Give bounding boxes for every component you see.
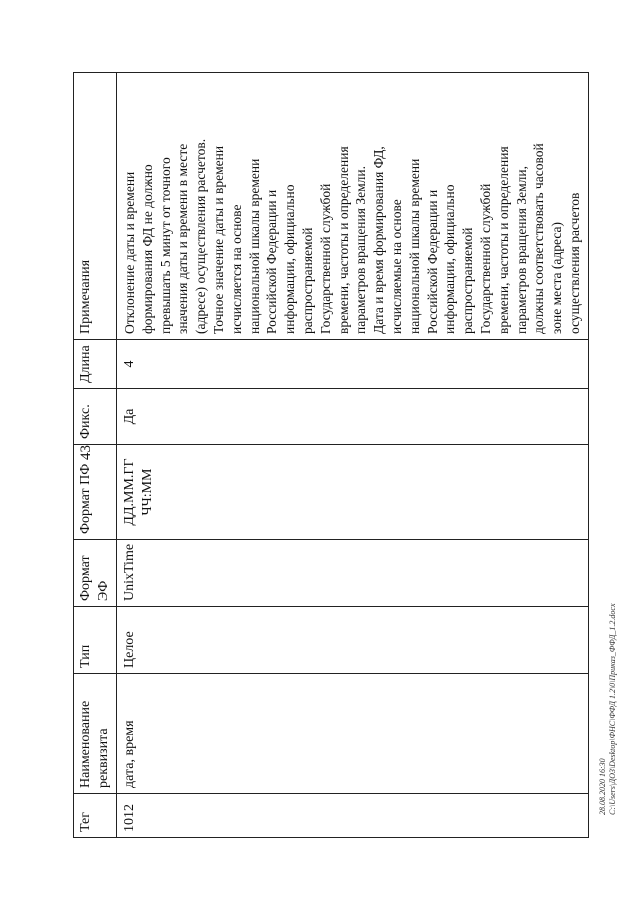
cell-name: дата, время [117, 674, 589, 794]
notes-line: времени, частоты и определения [335, 146, 351, 334]
notes-line: Дата и время формирования ФД, [371, 146, 387, 334]
notes-line: исчисляется на основе [228, 204, 244, 334]
notes-line: Отклонение даты и времени [122, 171, 137, 334]
cell-pf-format-line-1: ДД.ММ.ГГ [122, 458, 137, 526]
notes-line: Государственной службой [317, 183, 333, 334]
notes-line: Точное значение даты и времени [210, 145, 226, 334]
footer-timestamp: 28.08.2020 16:30 [598, 758, 607, 815]
header-pf-format: Формат ПФ [74, 445, 117, 540]
notes-line: должны соответствовать часовой [531, 143, 547, 334]
notes-line: зоне места (адреса) [549, 222, 565, 334]
notes-line: осуществления расчетов [566, 192, 582, 334]
notes-line: информации, официально [442, 184, 458, 334]
notes-line: распространяемой [460, 227, 476, 334]
header-name [74, 674, 117, 794]
header-ef-format [74, 540, 117, 607]
document-footer [598, 603, 618, 815]
footer-filepath: С:\Users\ДОЗ\Desktop\ФНС\ФФД 1.2\0\Приказ_ФФД_1.2.docx [608, 603, 617, 815]
cell-pf-format-line-2: ЧЧ:ММ [140, 468, 155, 516]
notes-line: параметров вращения Земли. [353, 166, 369, 334]
table-header-row [74, 73, 117, 838]
notes-line: формирования ФД не должно [139, 164, 155, 334]
cell-length: 4 [117, 340, 589, 389]
cell-pf-format [117, 445, 589, 540]
notes-line: (адресе) осуществления расчетов. [193, 138, 209, 334]
notes-line: информации, официально [282, 184, 298, 334]
notes-line: национальной шкалы времени [406, 158, 422, 334]
notes-line: превышать 5 минут от точного [157, 157, 173, 334]
header-notes: Примечания [74, 73, 117, 340]
header-name-line-2: реквизита [96, 728, 111, 788]
notes-line: национальной шкалы времени [246, 158, 262, 334]
notes-line: значения даты и времени в месте [175, 143, 191, 334]
notes-line: Российской Федерации и [264, 189, 280, 334]
cell-notes [117, 73, 589, 340]
header-tag: Тег [74, 794, 117, 838]
header-ef-format-line-1: Формат [78, 555, 93, 601]
header-type: Тип [74, 607, 117, 674]
header-fixed: Фикс. [74, 389, 117, 445]
notes-line: исчисляемые на основе [388, 199, 404, 334]
notes-line: Государственной службой [477, 183, 493, 334]
cell-ef-format: UnixTime [117, 540, 589, 607]
cell-type: Целое [117, 607, 589, 674]
cell-fixed: Да [117, 389, 589, 445]
header-ef-format-line-2: ЭФ [96, 580, 111, 601]
notes-line: распространяемой [299, 227, 315, 334]
page-number: 43 [78, 445, 94, 460]
table-row [117, 73, 589, 838]
notes-line: параметров вращения Земли, [513, 166, 529, 334]
header-name-line-1: Наименование [78, 700, 93, 788]
header-length: Длина [74, 340, 117, 389]
notes-line: времени, частоты и определения [495, 146, 511, 334]
notes-line: Российской Федерации и [424, 189, 440, 334]
cell-tag: 1012 [117, 794, 589, 838]
requisites-table [73, 72, 589, 838]
